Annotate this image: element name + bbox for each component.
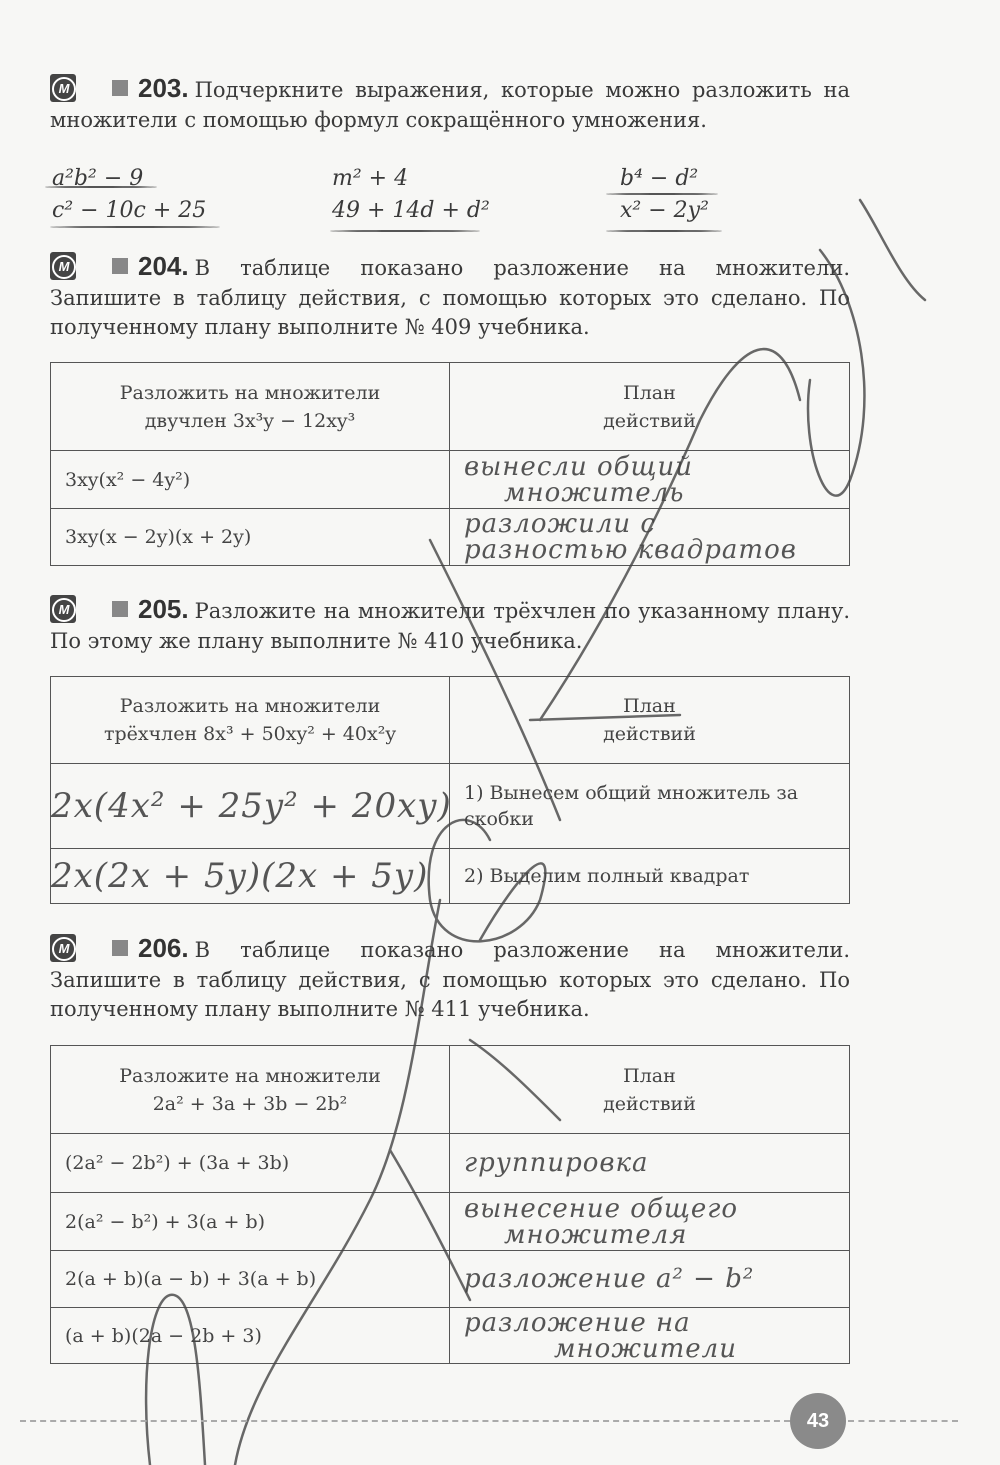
m-level-icon: М: [50, 74, 76, 102]
m-level-icon: М: [50, 934, 76, 962]
pen-underline: [45, 186, 157, 188]
expression-cell: (a + b)(2a − 2b + 3): [51, 1308, 450, 1364]
expression: b⁴ − d²: [620, 166, 699, 191]
task-203: [50, 73, 850, 135]
handwritten-step: [450, 1308, 850, 1364]
header-text: действий: [603, 1092, 696, 1115]
handwritten-step: [450, 1193, 850, 1251]
footer-divider: [20, 1420, 790, 1422]
pen-underline: [330, 230, 480, 232]
task-text: Разложите на множители трёхчлен по указанному плану. По этому же плану выполните № 410 учебника.: [50, 599, 850, 653]
table-header: [51, 677, 850, 764]
header-text: План: [623, 381, 676, 404]
pen-stroke: [860, 200, 925, 300]
hand-text: разностью квадратов: [464, 535, 797, 565]
hand-text: множитель: [504, 477, 685, 508]
task-text: Подчеркните выражения, которые можно разложить на множители с помощью формул сокращённого умножения.: [50, 78, 850, 132]
expression: 49 + 14d + d²: [332, 198, 490, 223]
table-row: [51, 1193, 850, 1251]
m-level-icon: М: [50, 595, 76, 623]
handwritten-step: [450, 1251, 850, 1308]
header-text: двучлен 3x³y − 12xy³: [144, 409, 356, 432]
square-marker-icon: [112, 940, 128, 956]
handwritten-answer: 2x(2x + 5y)(2x + 5y): [51, 849, 450, 904]
table-row: [51, 451, 850, 509]
task-206: [50, 933, 850, 1025]
square-marker-icon: [112, 258, 128, 274]
table-row: [51, 1134, 850, 1193]
expression-cell: 2(a + b)(a − b) + 3(a + b): [51, 1251, 450, 1308]
table-header: [51, 363, 850, 451]
table-row: [51, 1251, 850, 1308]
header-text: План: [623, 695, 676, 717]
handwritten-step: [450, 509, 850, 566]
hand-text: множителя: [504, 1219, 688, 1250]
expression-cell: (2a² − 2b²) + (3a + 3b): [51, 1134, 450, 1193]
page-number: 43: [790, 1393, 846, 1449]
expression: a²b² − 9: [52, 166, 144, 191]
task-text: В таблице показано разложение на множители. Запишите в таблицу действия, с помощью которых это сделано. По полученному плану выполните № 409 учебника.: [50, 256, 850, 339]
header-text: Разложить на множители: [119, 695, 381, 717]
table-row: [51, 764, 850, 849]
handwritten-step: [450, 451, 850, 509]
expression-cell: 3xy(x² − 4y²): [51, 451, 450, 509]
hand-text: разложение a² − b²: [464, 1264, 755, 1294]
step-cell: 2) Выделим полный квадрат: [450, 849, 850, 904]
hand-text: группировка: [464, 1148, 649, 1178]
square-marker-icon: [112, 80, 128, 96]
pen-underline: [50, 226, 220, 228]
hand-text: вынесли общий: [464, 451, 693, 482]
m-level-icon: М: [50, 252, 76, 280]
header-text: Разложите на множители: [119, 1064, 381, 1087]
task-number: 204.: [138, 251, 189, 281]
header-text: действий: [603, 409, 696, 432]
task-text: В таблице показано разложение на множители. Запишите в таблицу действия, с помощью которых это сделано. По полученному плану выполните № 411 учебника.: [50, 938, 850, 1021]
header-text: трёхчлен 8x³ + 50xy² + 40x²y: [103, 723, 397, 745]
expression: x² − 2y²: [620, 198, 709, 223]
table-header: [51, 1046, 850, 1134]
footer-divider: [848, 1420, 958, 1422]
task-205: [50, 594, 850, 656]
square-marker-icon: [112, 601, 128, 617]
table-206: [50, 1045, 850, 1364]
table-row: [51, 1308, 850, 1364]
task-number: 205.: [138, 594, 189, 624]
header-text: действий: [603, 723, 696, 745]
pen-underline: [606, 193, 718, 195]
expression-cell: 2(a² − b²) + 3(a + b): [51, 1193, 450, 1251]
pen-underline: [606, 230, 722, 232]
task-number: 206.: [138, 933, 189, 963]
header-text: Разложить на множители: [119, 381, 381, 404]
expression-cell: 3xy(x − 2y)(x + 2y): [51, 509, 450, 566]
handwritten-answer: 2x(4x² + 25y² + 20xy): [51, 764, 450, 849]
handwritten-step: [450, 1134, 850, 1193]
task-number: 203.: [138, 73, 189, 103]
expression: c² − 10c + 25: [52, 198, 207, 223]
table-204: [50, 362, 850, 566]
header-text: План: [623, 1064, 676, 1087]
table-205: [50, 676, 850, 904]
table-row: [51, 849, 850, 904]
table-row: [51, 509, 850, 566]
hand-text: вынесение общего: [464, 1193, 739, 1224]
hand-text: разложение на: [464, 1307, 691, 1338]
hand-text: разложили с: [464, 509, 656, 539]
step-cell: 1) Вынесем общий множитель за скобки: [450, 764, 850, 849]
expression: m² + 4: [332, 166, 409, 191]
hand-text: множители: [554, 1333, 737, 1364]
header-text: 2a² + 3a + 3b − 2b²: [152, 1092, 348, 1115]
task-204: [50, 251, 850, 343]
